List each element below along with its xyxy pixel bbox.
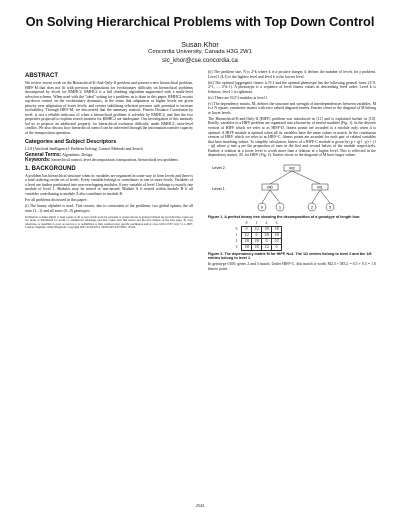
gene-label-3: 3 [328, 204, 332, 210]
module-m1-label: M1 [317, 184, 323, 190]
matrix-cell: 1/8 [262, 233, 272, 239]
right-column [208, 70, 376, 273]
figure-1-caption: Figure 1. A perfect binary tree showing the decomposition of a genotype of length four. [208, 214, 361, 219]
matrix-cell: 0 [252, 233, 262, 239]
matrix-row [232, 245, 282, 251]
matrix-cell: 1/8 [272, 233, 282, 239]
matrix-col-header: 2 [265, 221, 268, 226]
level-labels [212, 165, 226, 191]
gene-label-2: 2 [310, 204, 314, 210]
gene-label-0: 0 [260, 204, 264, 210]
author-affiliation: Concordia University, Canada H3G 2W1 [148, 49, 252, 55]
matrix-row-header: 1 [235, 233, 238, 238]
keywords [25, 158, 193, 163]
page-number: 2543 [195, 503, 205, 508]
background-paragraph-3: (i) The binary alphabet is used. This creates, due to constraints of the problems, two global optima, the all ones (1...1) and all zeros (0...0) genotypes. [25, 203, 193, 213]
level-2-label: Level 2 [212, 164, 225, 170]
general-terms-text: Algorithms, Design [62, 152, 93, 157]
keywords-text: hierarchical control, level decomposition, transposition, hierarchical test problems [51, 158, 178, 163]
right-paragraph-3: (iv) There are N/2^l modules at level l. [208, 95, 268, 100]
matrix-cell: 0 [242, 227, 252, 233]
background-paragraph-2: For all problems discussed in this paper: [25, 197, 88, 202]
matrix-row-header: 2 [235, 239, 238, 244]
matrix-col-header: 0 [245, 221, 248, 226]
matrix-cell: 1/8 [252, 245, 262, 251]
permission-footnote: Permission to make digital or hard copies of all or part of this work for personal or classroom use is granted without fee provided that copies are not made or distributed for profit or commercial advantage and that copies bear this notice and the full citation on the first page. To copy otherwise, or republish, to post on servers or to redistribute to lists, requires prior specific permission and/or a fee. GECCO'07, July 7-11, 2007, London, England, United Kingdom. Copyright 2007 ACM 978-1-59593-697-4/07/0007...$5.00. [25, 215, 193, 230]
tree-diagram [208, 160, 376, 214]
abstract-text: We review recent work on the Hierarchical-If-And-Only-If problem and present a new hierarchical problem, HIFF-M that does not fit with previous explanations for evolutionary difficulty on hierarchical problems decomposed by levels for RMHC2. RMHC2 is a hill climbing algorithm augmented with a multi-level selection scheme. When used with the "ideal" setting for a problem, as is done in this paper, RMHC2 escorts top-down control on the evolutionary dynamics, in the sense that adaptation of higher levels are given priority over adaptation of lower levels, and creates stabilizing selection pressure with potential to increase evolvability. Through HIFF-M, we discovered that the summary statistic, Fitness Distance Correlation by level, is not a reliable indicator of when a hierarchical problem is solvable by RMHC2, and that the two properties proposed to explain search easiness for RMHC2 are inadequate. Our investigation of this anomaly led us to propose an additional property for hierarchical evolution difficulty under RMHC2: inter-level conflict. We also discuss how hierarchical control can be subverted through the information transfer capacity of the transposition operation. [25, 81, 193, 136]
left-column [25, 70, 193, 231]
right-paragraph-1: (ii) The problem size, N is 2^k where k is a positive integer. k defines the number of levels for a problem. Level 1 (L1) is the highest level and level k is the lowest level. [208, 70, 376, 79]
matrix-cell: 1/8 [272, 227, 282, 233]
paper-title: On Solving Hierarchical Problems with Top Down Control [25, 14, 375, 29]
general-terms-heading: General Terms: [25, 151, 62, 158]
matrix-cell: 1/2 [262, 245, 272, 251]
matrix-cell: 1/2 [272, 239, 282, 245]
right-paragraph-4: (v) The dependency matrix, M, defines the structure and strength of interdependencies between variables. M is a N square, symmetric matrix with zero valued diagonal entries. Entries closer to the diagonal of M belong to lower levels. [208, 101, 376, 115]
dependency-matrix-table [232, 221, 282, 251]
right-paragraph-5: The Hierarchical-If-and-Only-If (HIFF) problem was introduced in [11] and is explained further in [10]. Briefly, variables in a HIFF problem are organized into a hierarchy of nested modules (Fig. 1). In the discrete version of HIFF which we refer to as HIFF-D, fitness points are awarded to a module only when it is optimal. A HIFF module is optimal when all its variables have the same values or match. In the continuous version of HIFF which we refer to as HIFF-C, fitness points are awarded for each pair of related variables that have matching values. To simplify calculation, fitness of a HIFF-C module is given by (p + q(1 - p) + (1 - q)) where p and q are the proportion of ones in the first and second halves of the module respectively. Further, a relation at a lower level is worth more than a relation at a higher level. This is reflected in the dependency matrix, M, for HIFF (Fig. 2). Entries closer to the diagonal of M have larger values. [208, 116, 377, 158]
figure-1-tree [208, 160, 376, 214]
right-paragraph-2: (iii) The optimal (aggregate) fitness is N-1 and the optimal phenotype has the following general form: (2^0, 2^1, ..., 2^k-1). A phenotype is a sequence of level fitness values in descending level order. Level k is leftmost, level 1 is rightmost. [208, 80, 376, 94]
categories-heading: Categories and Subject Descriptors [25, 138, 117, 145]
matrix-cell: 0 [262, 239, 272, 245]
matrix-cell: 1/8 [242, 239, 252, 245]
matrix-cell: 1/2 [252, 227, 262, 233]
figure-2-caption: Figure 2. The dependency matrix M for HIFF, N=4. The 1/2 entries belong to level 2 and the 1/8 entries belong to level 1. [208, 252, 372, 261]
matrix-cell: 1/8 [252, 239, 262, 245]
author-name: Susan Khor [181, 40, 219, 49]
matrix-cell: 1/8 [262, 227, 272, 233]
matrix-cell: 1/8 [242, 245, 252, 251]
matrix-cell: 0 [272, 245, 282, 251]
author-email: slc_khor@cse.concordia.ca [162, 57, 238, 64]
categories-text: I.2.8 [Artificial Intelligence]: Problem Solving, Control Methods and Search [25, 146, 143, 151]
matrix-col-header: 1 [255, 221, 258, 226]
right-paragraph-6: In genotype 0100, genes 2 and 3 match. Under HIFF-C, this match is worth M2,3 + M3,2 = 0.5 + 0.5 = 1.0 fitness point. [208, 262, 376, 271]
matrix-col-header: 3 [275, 221, 278, 226]
module-m0-label: M0 [267, 184, 273, 190]
keywords-heading: Keywords: [25, 157, 51, 164]
gene-label-1: 1 [278, 204, 282, 210]
abstract-heading: ABSTRACT [25, 73, 58, 79]
module-m2-label: M2 [289, 165, 295, 171]
level-1-label: Level 1 [212, 185, 225, 191]
background-paragraph-1: A problem has hierarchical structure when its variables are organized in some way to form levels and there is a total ordering on the set of levels. Every variable belongs or contributes to one or more levels. Variables of a level are further partitioned into non-overlapping modules. Every variable of level 1 belongs to exactly one module of level 1. Modules may be nested or non-nested. Module A is nested within module B if all variables contributing to module A also contribute to module B. [25, 173, 193, 196]
matrix-cell: 1/2 [242, 233, 252, 239]
matrix-row-header: 0 [235, 227, 238, 232]
matrix-row-header: 3 [235, 245, 238, 250]
background-heading: 1. BACKGROUND [25, 165, 76, 172]
